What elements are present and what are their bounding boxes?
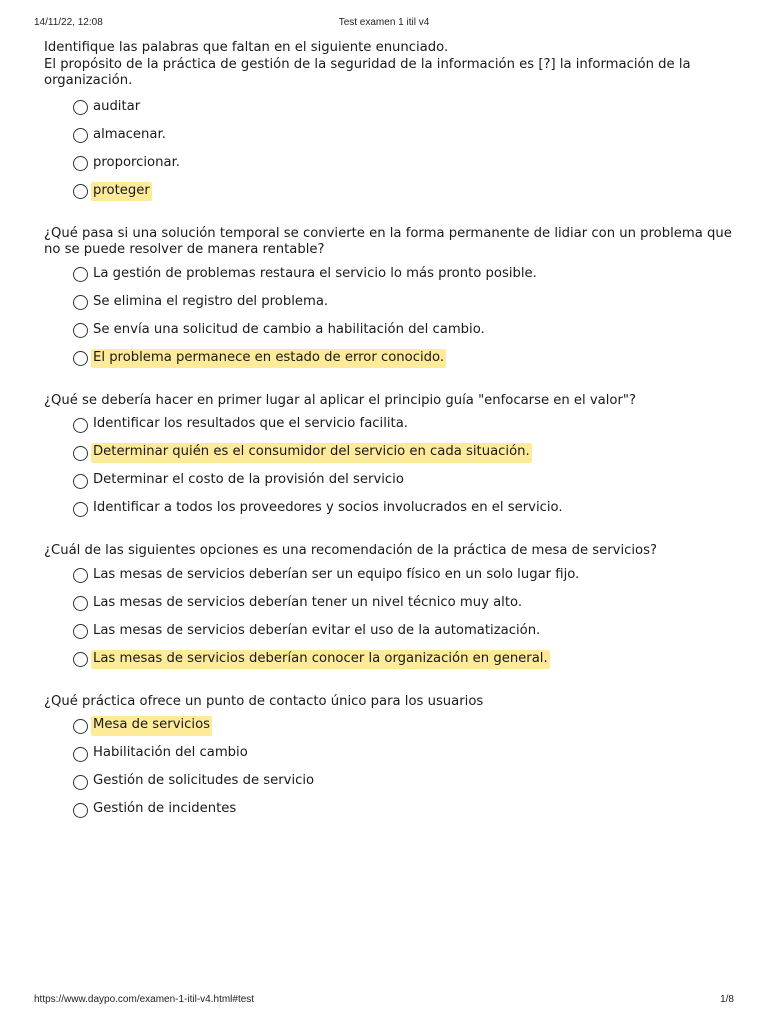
option-3[interactable]	[44, 618, 734, 646]
question-1	[44, 40, 734, 206]
print-footer	[0, 994, 768, 1008]
option-list	[44, 712, 734, 824]
option-list	[44, 562, 734, 674]
page-url[interactable]: https://www.daypo.com/examen-1-itil-v4.html#test	[34, 994, 255, 1005]
radio-button[interactable]	[73, 323, 88, 338]
radio-button[interactable]	[73, 775, 88, 790]
option-label: Determinar el costo de la provisión del servicio	[93, 472, 404, 488]
option-4[interactable]	[44, 646, 734, 674]
radio-button[interactable]	[73, 184, 88, 199]
radio-button[interactable]	[73, 446, 88, 461]
option-label-highlighted: Las mesas de servicios deberían conocer la organización en general.	[91, 650, 550, 670]
option-1[interactable]	[44, 562, 734, 590]
page-number: 1/8	[720, 994, 734, 1005]
option-label: Las mesas de servicios deberían tener un nivel técnico muy alto.	[93, 594, 523, 610]
print-header	[0, 17, 768, 31]
question-text: Identifique las palabras que faltan en el siguiente enunciado. El propósito de la práctica de gestión de la seguridad de la información es [?] la información de la organización.	[44, 40, 691, 88]
option-label: Identificar a todos los proveedores y socios involucrados en el servicio.	[93, 500, 563, 516]
question-text: ¿Qué práctica ofrece un punto de contacto único para los usuarios	[44, 693, 484, 709]
question-5	[44, 694, 734, 825]
radio-button[interactable]	[73, 747, 88, 762]
option-label: Identificar los resultados que el servicio facilita.	[93, 416, 408, 432]
question-list	[44, 40, 734, 824]
radio-button[interactable]	[73, 502, 88, 517]
option-label: Se elimina el registro del problema.	[93, 293, 329, 309]
radio-button[interactable]	[73, 624, 88, 639]
radio-button[interactable]	[73, 803, 88, 818]
page-title: Test examen 1 itil v4	[338, 17, 430, 28]
radio-button[interactable]	[73, 295, 88, 310]
option-label: Las mesas de servicios deberían ser un equipo físico en un solo lugar fijo.	[93, 566, 580, 582]
question-2	[44, 226, 734, 373]
question-3	[44, 393, 734, 524]
option-label: almacenar.	[93, 126, 166, 142]
print-datetime: 14/11/22, 12:08	[34, 17, 103, 28]
option-label: Habilitación del cambio	[93, 745, 248, 761]
option-label: proporcionar.	[93, 154, 180, 170]
radio-button[interactable]	[73, 156, 88, 171]
option-label: Gestión de incidentes	[93, 801, 237, 817]
radio-button[interactable]	[73, 351, 88, 366]
option-2[interactable]	[44, 590, 734, 618]
option-3[interactable]	[44, 467, 734, 495]
option-2[interactable]	[44, 289, 734, 317]
radio-button[interactable]	[73, 596, 88, 611]
option-label: auditar	[93, 98, 141, 114]
option-label: La gestión de problemas restaura el servicio lo más pronto posible.	[93, 265, 537, 281]
option-label: Las mesas de servicios deberían evitar el uso de la automatización.	[93, 622, 541, 638]
question-4	[44, 543, 734, 674]
option-list	[44, 411, 734, 523]
option-label-highlighted: Determinar quién es el consumidor del servicio en cada situación.	[91, 443, 532, 463]
radio-button[interactable]	[73, 267, 88, 282]
option-2[interactable]	[44, 122, 734, 150]
option-4[interactable]	[44, 495, 734, 523]
option-1[interactable]	[44, 411, 734, 439]
question-text: ¿Qué se debería hacer en primer lugar al aplicar el principio guía "enfocarse en el valor"?	[44, 392, 636, 408]
radio-button[interactable]	[73, 568, 88, 583]
radio-button[interactable]	[73, 719, 88, 734]
option-1[interactable]	[44, 261, 734, 289]
option-4[interactable]	[44, 796, 734, 824]
radio-button[interactable]	[73, 100, 88, 115]
option-1[interactable]	[44, 94, 734, 122]
option-2[interactable]	[44, 740, 734, 768]
option-list	[44, 261, 734, 373]
radio-button[interactable]	[73, 418, 88, 433]
option-4[interactable]	[44, 345, 734, 373]
question-text: ¿Qué pasa si una solución temporal se convierte en la forma permanente de lidiar con un problema que no se puede resolver de manera rentable?	[44, 225, 732, 257]
option-label-highlighted: El problema permanece en estado de error conocido.	[91, 349, 446, 369]
radio-button[interactable]	[73, 474, 88, 489]
radio-button[interactable]	[73, 128, 88, 143]
option-1[interactable]	[44, 712, 734, 740]
option-3[interactable]	[44, 768, 734, 796]
option-2[interactable]	[44, 439, 734, 467]
option-3[interactable]	[44, 150, 734, 178]
option-label: Gestión de solicitudes de servicio	[93, 773, 315, 789]
question-text: ¿Cuál de las siguientes opciones es una recomendación de la práctica de mesa de servicios?	[44, 543, 657, 558]
option-list	[44, 94, 734, 206]
option-label: Se envía una solicitud de cambio a habilitación del cambio.	[93, 321, 485, 337]
option-label-highlighted: proteger	[91, 182, 152, 202]
option-3[interactable]	[44, 317, 734, 345]
radio-button[interactable]	[73, 652, 88, 667]
option-label-highlighted: Mesa de servicios	[91, 716, 212, 736]
option-4[interactable]	[44, 178, 734, 206]
